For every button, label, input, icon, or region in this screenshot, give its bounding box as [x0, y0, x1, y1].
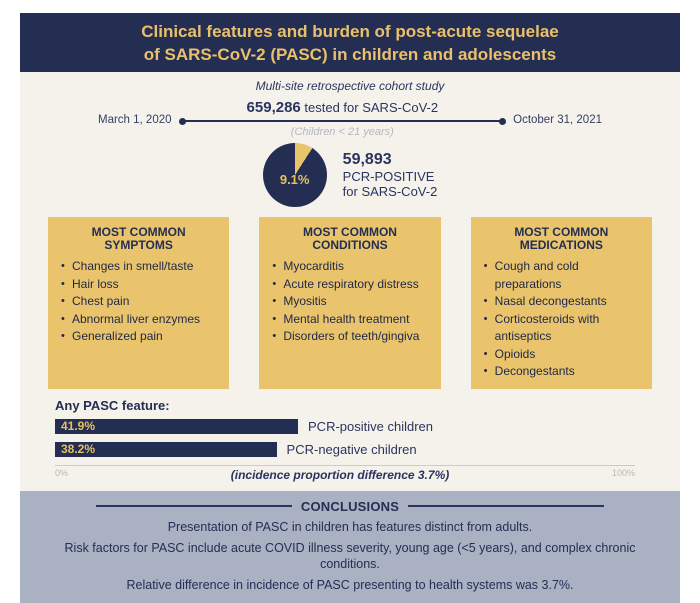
- header-banner: [20, 13, 680, 72]
- conclusion-line: Relative difference in incidence of PASC presenting to health systems was 3.7%.: [126, 577, 574, 592]
- tested-count-text: [247, 99, 439, 116]
- conclusion-line: Presentation of PASC in children has features distinct from adults.: [167, 519, 533, 534]
- study-timeline: [98, 99, 602, 138]
- pcr-positive-pie-chart: [263, 143, 327, 207]
- list-item: • Abnormal liver enzymes: [60, 311, 217, 329]
- incidence-difference-caption: (incidence proportion difference 3.7%): [230, 467, 450, 482]
- list-item: • Chest pain: [60, 293, 217, 311]
- axis-tick-min: 0%: [55, 467, 69, 478]
- bar-chart-heading: Any PASC feature:: [55, 397, 170, 413]
- study-subtitle: Multi-site retrospective cohort study: [255, 79, 445, 93]
- list-item: • Disorders of teeth/gingiva: [271, 328, 428, 346]
- symptoms-list: [60, 258, 217, 346]
- page-title-line1: Clinical features and burden of post-acute sequelae: [141, 21, 559, 41]
- timeline-line: [181, 120, 505, 122]
- pcr-positive-count: 59,893: [342, 151, 392, 168]
- summary-boxes: [48, 217, 652, 389]
- list-item: • Cough and cold preparations: [483, 258, 640, 293]
- list-item: • Decongestants: [483, 363, 640, 381]
- list-item: • Opioids: [483, 346, 640, 364]
- conclusion-line: Risk factors for PASC include acute COVID illness severity, young age (<5 years), and complex chronic conditions.: [64, 540, 636, 571]
- conditions-box: [259, 217, 440, 389]
- timeline-start-date: March 1, 2020: [98, 114, 172, 126]
- medications-list: [483, 258, 640, 381]
- list-item: • Myocarditis: [271, 258, 428, 276]
- bar-plot-area: [55, 419, 635, 482]
- conditions-list: [271, 258, 428, 346]
- list-item: • Hair loss: [60, 276, 217, 294]
- list-item: • Mental health treatment: [271, 311, 428, 329]
- page-title-line2: of SARS-CoV-2 (PASC) in children and adolescents: [143, 44, 557, 64]
- conditions-box-heading: MOST COMMON CONDITIONS: [302, 225, 397, 252]
- medications-box: [471, 217, 652, 389]
- conclusions-panel: [20, 491, 680, 603]
- heading-rule-left: [96, 505, 292, 507]
- list-item: • Changes in smell/taste: [60, 258, 217, 276]
- pcr-positive-summary: [20, 143, 680, 207]
- list-item: • Generalized pain: [60, 328, 217, 346]
- list-item: • Myositis: [271, 293, 428, 311]
- pie-caption: [343, 151, 438, 199]
- timeline-end-date: October 31, 2021: [513, 114, 602, 126]
- list-item: • Corticosteroids with antiseptics: [483, 311, 640, 346]
- tested-count-value: 659,286: [246, 99, 301, 116]
- bar-axis: [55, 465, 635, 482]
- heading-rule-right: [408, 505, 604, 507]
- bar-pcr-negative: 38.2%: [55, 442, 277, 457]
- list-item: • Acute respiratory distress: [271, 276, 428, 294]
- timeline-center: [181, 99, 505, 138]
- bar-row-pcr-negative: [55, 442, 635, 457]
- pasc-bar-chart: [55, 398, 655, 482]
- list-item: • Nasal decongestants: [483, 293, 640, 311]
- conclusions-heading-row: [96, 499, 604, 514]
- timeline-age-note: (Children < 21 years): [290, 126, 394, 138]
- pie-percent-label: 9.1%: [279, 172, 310, 187]
- tested-count-label: tested for SARS-CoV-2: [304, 100, 439, 115]
- conclusions-heading: CONCLUSIONS: [300, 498, 400, 514]
- medications-box-heading: MOST COMMON MEDICATIONS: [514, 225, 609, 252]
- pcr-positive-line2: for SARS-CoV-2: [342, 184, 438, 199]
- pcr-positive-line1: PCR-POSITIVE: [342, 169, 435, 184]
- bar-pcr-positive: 41.9%: [55, 419, 298, 434]
- symptoms-box-heading: MOST COMMON SYMPTOMS: [91, 225, 186, 252]
- infographic-poster: [20, 13, 680, 592]
- symptoms-box: [48, 217, 229, 389]
- bar-label-pcr-positive: PCR-positive children: [308, 418, 434, 434]
- axis-tick-max: 100%: [611, 467, 635, 478]
- bar-label-pcr-negative: PCR-negative children: [286, 441, 417, 457]
- bar-row-pcr-positive: [55, 419, 635, 434]
